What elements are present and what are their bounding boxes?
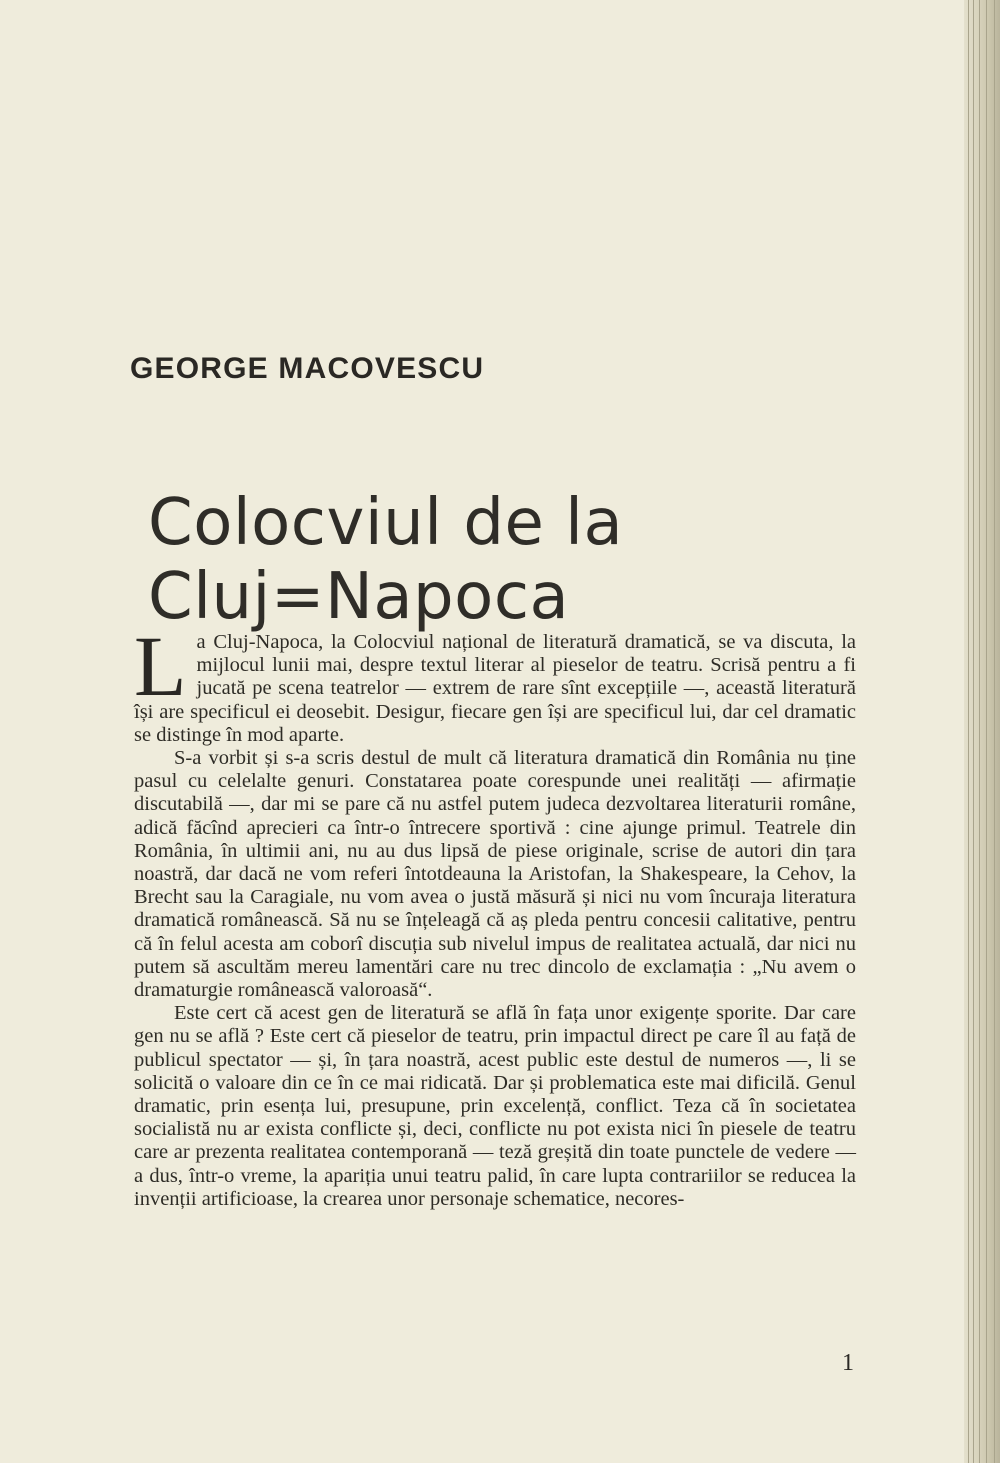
- page-edge: [964, 0, 1000, 1463]
- article-body: [134, 618, 856, 1211]
- paragraph-1-text: a Cluj-Napoca, la Colocviul național de literatură dramatică, se va discuta, la mijlocul lunii mai, despre textul literar al pieselor de teatru. Scrisă pentru a fi jucată pe scena teatrelor — extrem de rare sînt excepțiile —, această literatură își are specificul ei deosebit. Desigur, fiecare gen își are specificul lui, dar cel dramatic se distinge în mod aparte.: [134, 631, 856, 746]
- paragraph-1: [134, 618, 856, 747]
- drop-cap: L: [134, 618, 187, 714]
- author-name: GEORGE MACOVESCU: [130, 352, 485, 385]
- paragraph-2: S-a vorbit și s-a scris destul de mult că literatura dramatică din România nu ține pasul cu celelalte genuri. Constatarea poate corespunde unei realități — afirmație discutabilă —, dar mi se pare că nu astfel putem judeca dezvoltarea literaturii române, adică făcînd aprecieri ca într-o întrecere sportivă : cine ajunge primul. Teatrele din România, în ultimii ani, nu au dus lipsă de piese originale, scrise de autori din țara noastră, dar dacă ne vom referi întotdeauna la Aristofan, la Shakespeare, la Cehov, la Brecht sau la Caragiale, nu vom avea o justă măsură și nici nu vom încuraja literatura dramatică românească. Să nu se înțeleagă că aș pleda pentru concesii calitative, pentru că în felul acesta am coborî discuția sub nivelul impus de realitatea actuală, dar nici nu putem să ascultăm mereu lamentări care nu trec dincolo de exclamația : „Nu avem o dramaturgie românească valoroasă“.: [134, 747, 856, 1002]
- article-title: Colocviul de la Cluj=Napoca: [148, 486, 624, 634]
- paragraph-3: Este cert că acest gen de literatură se află în fața unor exigențe sporite. Dar care gen nu se află ? Este cert că pieselor de teatru, prin impactul direct pe care îl au față de publicul spectator — și, în țara noastră, acest public este destul de numeros —, li se solicită o valoare din ce în ce mai ridicată. Dar și problematica este mai dificilă. Genul dramatic, prin esența lui, presupune, prin excelență, conflict. Teza că în societatea socialistă nu ar exista conflicte și, deci, conflicte nu pot exista nici în piesele de teatru care ar prezenta realitatea contemporană — teză greșită din toate punctele de vedere — a dus, într-o vreme, la apariția unui teatru palid, în care lupta contrariilor se reducea la invenții artificioase, la crearea unor personaje schematice, necores-: [134, 1002, 856, 1210]
- page-number: 1: [842, 1350, 854, 1376]
